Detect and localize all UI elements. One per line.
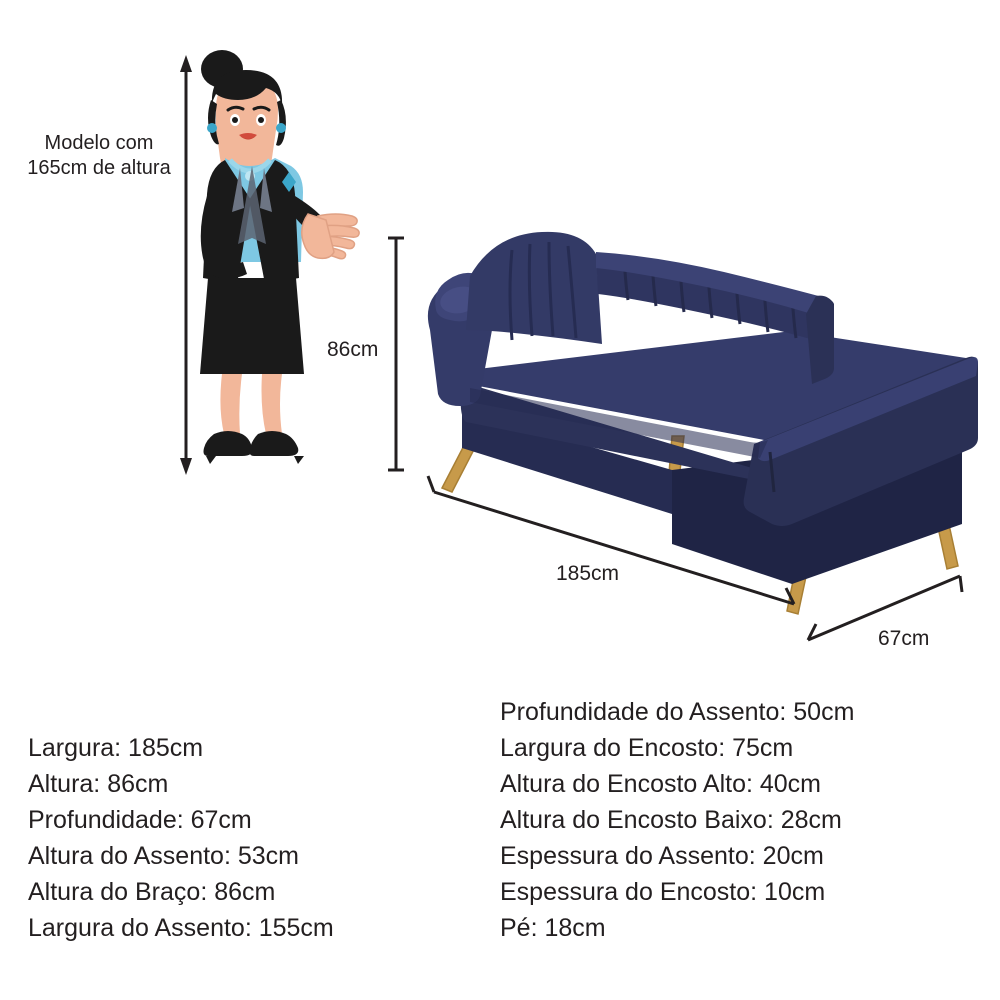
sofa-illustration	[428, 232, 978, 614]
model-height-label-line1: Modelo com	[44, 132, 154, 154]
spec-item: Espessura do Assento: 20cm	[500, 842, 824, 870]
spec-list-right	[500, 694, 854, 946]
sofa-backrest-high	[466, 232, 602, 344]
spec-item: Altura do Encosto Baixo: 28cm	[500, 806, 842, 834]
height-dimension-label: 86cm	[327, 338, 379, 361]
spec-item: Altura: 86cm	[28, 770, 169, 798]
depth-dimension-label: 67cm	[878, 627, 930, 650]
height-dimension-line	[388, 238, 404, 470]
woman-illustration	[200, 50, 359, 464]
spec-item: Altura do Encosto Alto: 40cm	[500, 770, 822, 798]
width-dimension-label: 185cm	[556, 562, 620, 585]
spec-item: Largura do Encosto: 75cm	[500, 734, 794, 762]
spec-item: Largura do Assento: 155cm	[28, 914, 334, 942]
spec-item: Pé: 18cm	[500, 914, 606, 942]
spec-item: Profundidade do Assento: 50cm	[500, 698, 855, 726]
model-height-label	[14, 131, 184, 181]
spec-item: Altura do Assento: 53cm	[28, 842, 299, 870]
spec-item: Profundidade: 67cm	[28, 806, 252, 834]
spec-list-left	[28, 730, 334, 946]
arrow-up-icon	[180, 55, 192, 72]
spec-item: Altura do Braço: 86cm	[28, 878, 276, 906]
model-height-label-line2: 165cm de altura	[27, 157, 171, 179]
arrow-down-icon	[180, 458, 192, 475]
spec-item: Largura: 185cm	[28, 734, 204, 762]
spec-item: Espessura do Encosto: 10cm	[500, 878, 826, 906]
